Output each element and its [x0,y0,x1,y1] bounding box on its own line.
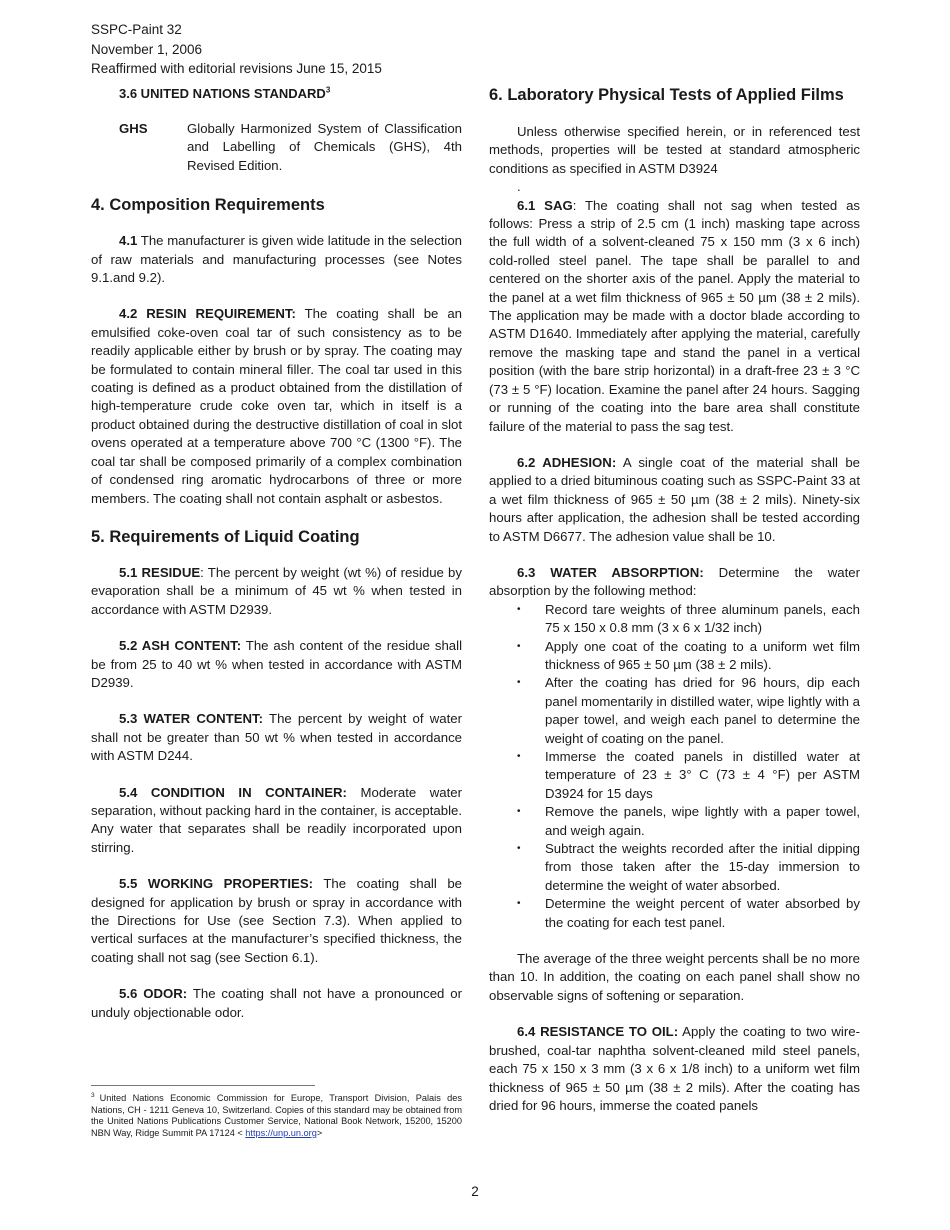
bullet-marker: • [517,806,521,818]
footnote-mark: 3 [91,1092,95,1099]
bullet-marker: • [517,843,521,855]
bullet-marker: • [517,603,521,615]
footnote-divider [91,1085,315,1086]
footnote-text: United Nations Economic Commission for Europe, Transport Division, Palais des Nations, CH - 1211 Geneva 10, Switzerland. Copies of this standard may be obtained from the United Nations Publications Customer Service, National Book Network, 15200, 15200 NBN Way, Ridge Summit PA 17124 < [91,1093,462,1138]
section-4-heading: 4. Composition Requirements [91,196,325,215]
section-5-heading: 5. Requirements of Liquid Coating [91,527,360,546]
section-3-6-heading: 3.6 UNITED NATIONS STANDARD$^3$ [119,85,331,101]
left-column [91,84,462,1022]
section-6-intro: Unless otherwise specified herein, or in referenced test methods, properties will be tested at standard atmospheric conditions as specified in ASTM D3924 [489,124,860,176]
bullet-item: • Immerse the coated panels in distilled water at temperature of 23 ± 3° C (73 ± 4 °F) per ASTM D3924 for 15 days [517,749,860,801]
bullet-item: • After the coating has dried for 96 hours, dip each panel momentarily in distilled water, wipe lightly with a paper towel, and weigh each panel to determine the weight of coating on the panel. [517,675,860,746]
ghs-definition [91,120,462,175]
paragraph-5-2: 5.2 ASH CONTENT: The ash content of the residue shall be from 25 to 40 wt % when tested in accordance with ASTM D2939. [91,638,463,690]
footnote-3: $^3$ United Nations Economic Commission for Europe, Transport Division, Palais des Nations, CH - 1211 Geneva 10, Switzerland. Copies of this standard may be obtained from the United Nations Publications Customer Service, National Book Network, 15200, 15200 NBN Way, Ridge Summit PA 17124 < https://unp.un.org> [91,1092,462,1138]
water-absorption-steps [489,601,860,932]
bullet-marker: • [517,640,521,652]
right-column [489,84,860,1115]
paragraph-6-4: 6.4 RESISTANCE TO OIL: Apply the coating to two wire-brushed, coal-tar naphtha solvent-cleaned mild steel panels, each 75 x 150 x 3 mm (3 x 6 x 1/8 inch) to a uniform wet film thickness of 965 ± 50 µm (38 ± 2 mils). After the coating has dried for 96 hours, immerse the coated panels [489,1024,860,1113]
bullet-marker: • [517,751,521,762]
paragraph-6-3: 6.3 WATER ABSORPTION: Determine the water absorption by the following method: [489,564,861,599]
doc-id: SSPC-Paint 32 [91,22,182,37]
paragraph-5-1: 5.1 RESIDUE: The percent by weight (wt %) of residue by evaporation shall be a minimum of 45 wt % when tested in accordance with ASTM D2939. [91,564,462,617]
bullet-marker: • [517,898,521,910]
bullet-item: • Apply one coat of the coating to a uniform wet film thickness of 965 ± 50 µm (38 ± 2 mils). [517,638,860,672]
stray-period: . [517,179,521,195]
bullet-item: • Subtract the weights recorded after the initial dipping from those taken after the 15-day immersion to determine the weight of water absorbed. [517,841,860,893]
bullet-item: • Determine the weight percent of water absorbed by the coating for each test panel. [517,896,860,930]
footnote-ref: 3 [325,85,331,95]
paragraph-5-6: 5.6 ODOR: The coating shall not have a pronounced or unduly objectionable odor. [91,986,462,1020]
page-header [91,20,382,79]
paragraph-5-3: 5.3 WATER CONTENT: The percent by weight of water shall not be greater than 50 wt % when tested in accordance with ASTM D244. [91,711,463,764]
paragraph-5-5: 5.5 WORKING PROPERTIES: The coating shall be designed for application by brush or spray in accordance with the Directions for Use (see Section 7.3). When applied to vertical surfaces at the manufacturer’s specified thickness, the coating shall not sag (see Section 6.1). [91,876,462,965]
bullet-item: • Record tare weights of three aluminum panels, each 75 x 150 x 0.8 mm (3 x 6 x 1/32 inch) [517,601,860,636]
paragraph-4-1: 4.1 The manufacturer is given wide latitude in the selection of raw materials and manufacturing processes (see Notes 9.1.and 9.2). [91,233,462,286]
paragraph-6-3-average: The average of the three weight percents shall be no more than 10. In addition, the coating on each panel shall show no observable signs of softening or separation. [489,951,860,1003]
section-6-heading: 6. Laboratory Physical Tests of Applied Films [489,86,844,104]
bullet-marker: • [517,677,521,689]
reaffirmed-line: Reaffirmed with editorial revisions June 15, 2015 [91,61,382,76]
page-number: 2 [471,1184,479,1199]
paragraph-6-1: 6.1 SAG: The coating shall not sag when tested as follows: Press a strip of 2.5 cm (1 inch) masking tape across the full width of a solvent-cleaned 75 x 150 mm (3 x 6 inch) cold-rolled steel panel. The tape shall be parallel to and centered on the shorter axis of the panel. Apply the material to the panel at a wet film thickness of 965 ± 50 µm (38 ± 2 mils). The application may be made with a doctor blade according to ASTM D1640. Immediately after applying the material, carefully remove the masking tape and stand the panel in a vertical position (with the bare strip horizontal) in a draft-free 23 ± 3 °C (73 ± 5 °F) location. Examine the panel after 24 hours. Sagging or running of the coating into the bare area shall constitute failure of the material to pass the sag test. [489,197,860,434]
definition-term: GHS [119,121,148,136]
definition-text: Globally Harmonized System of Classification and Labelling of Chemicals (GHS), 4th Revised Edition. [187,121,462,173]
paragraph-4-2: 4.2 RESIN REQUIREMENT: The coating shall be an emulsified coke-oven coal tar of such consistency as to be readily applicable either by brush or by spray. The coating may be formulated to contain mineral filler. The coal tar used in this coating is defined as a product obtained from the distillation of high-temperature crude coke oven tar, which in itself is a product obtained during the destructive distillation of coal in slot ovens operated at a temperature above 700 °C (1300 °F). The coal tar shall be composed primarily of a complex combination of condensed ring aromatic hydrocarbons of three or more members. The coating shall not contain asphalt or asbestos. [91,306,462,506]
doc-date: November 1, 2006 [91,41,203,57]
paragraph-5-4: 5.4 CONDITION IN CONTAINER: Moderate water separation, without packing hard in the container, is acceptable. Any water that separates shall be readily incorporated upon stirring. [91,784,462,855]
unp-link[interactable]: https://unp.un.org [245,1127,317,1138]
paragraph-6-2: 6.2 ADHESION: A single coat of the material shall be applied to a dried bituminous coating such as SSPC-Paint 33 at a wet film thickness of 965 ± 50 µm (38 ± 2 mils). Ninety-six hours after application, the adhesion shall be tested according to ASTM D6677. The adhesion value shall be 10. [489,454,860,544]
bullet-item: • Remove the panels, wipe lightly with a paper towel, and weigh again. [517,804,860,838]
